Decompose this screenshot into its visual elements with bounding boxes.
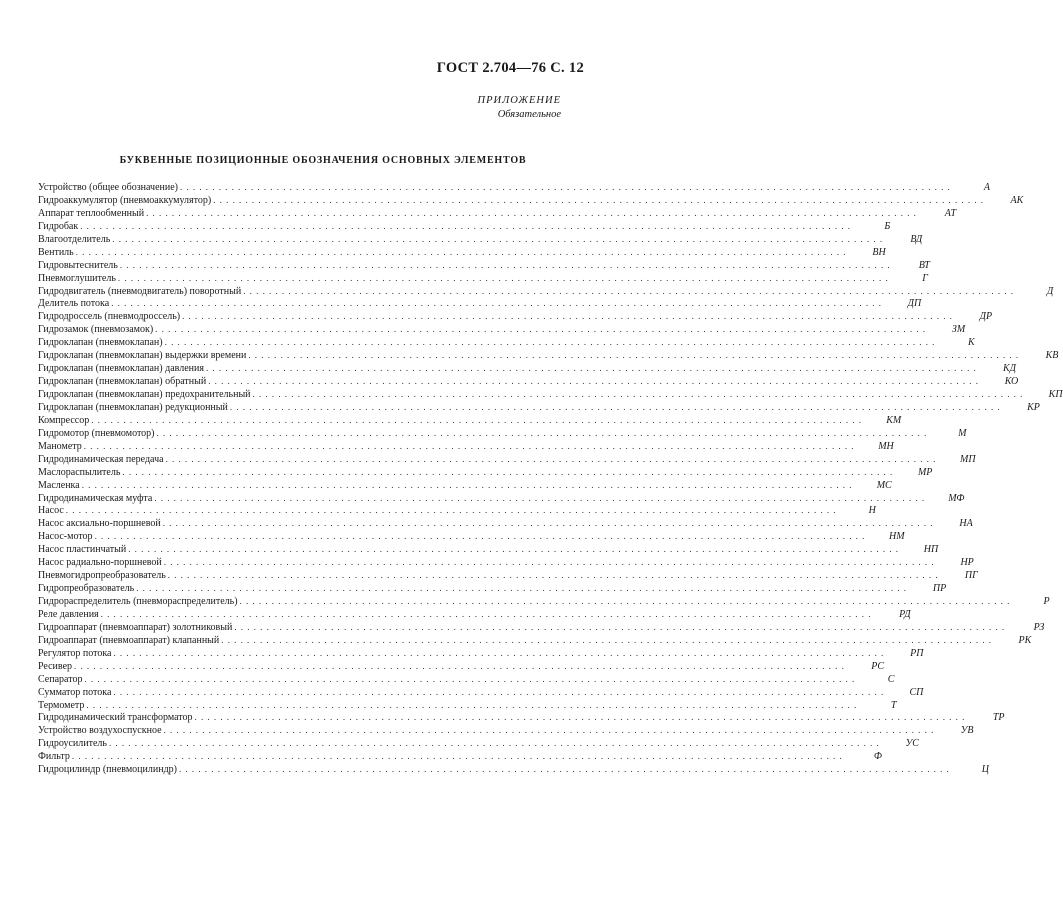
dot-leader: ........................................................................................................................ bbox=[71, 751, 846, 762]
element-name: Насос аксиально-поршневой bbox=[38, 518, 161, 530]
element-name: Маслораспылитель bbox=[38, 466, 121, 478]
appendix-label-block bbox=[478, 94, 562, 122]
dot-leader: ........................................................................................................................ bbox=[112, 233, 887, 244]
element-code: ДР bbox=[979, 311, 993, 323]
dot-leader: ........................................................................................................................ bbox=[65, 505, 840, 516]
list-item bbox=[38, 582, 947, 595]
element-code: Ф bbox=[873, 751, 882, 763]
dot-leader: ........................................................................................................................ bbox=[182, 311, 957, 322]
element-name: Гидроклапан (пневмоклапан) предохранительный bbox=[38, 389, 251, 400]
list-item bbox=[38, 323, 966, 336]
element-code: МП bbox=[960, 453, 976, 465]
dot-leader: ........................................................................................................................ bbox=[167, 570, 942, 581]
list-item bbox=[38, 285, 1054, 298]
element-code: КО bbox=[1004, 376, 1019, 388]
list-item bbox=[38, 530, 905, 543]
list-item bbox=[38, 699, 897, 712]
list-item bbox=[38, 207, 957, 220]
list-item bbox=[38, 272, 928, 285]
element-name: Гидроаккумулятор (пневмоаккумулятор) bbox=[38, 194, 212, 206]
element-name: Гидроаппарат (пневмоаппарат) клапанный bbox=[38, 634, 220, 646]
element-name: Фильтр bbox=[38, 751, 70, 763]
list-item bbox=[38, 750, 882, 763]
dot-leader: ........................................................................................................................ bbox=[213, 194, 988, 205]
element-code: А bbox=[983, 182, 990, 193]
element-code: МР bbox=[917, 466, 933, 478]
dot-leader: ........................................................................................................................ bbox=[86, 699, 861, 710]
list-item bbox=[38, 453, 976, 466]
element-name: Гидромотор (пневмомотор) bbox=[38, 427, 155, 439]
element-code: ВД bbox=[910, 233, 923, 245]
dot-leader: ........................................................................................................................ bbox=[205, 363, 980, 374]
element-code: ВН bbox=[872, 246, 886, 258]
element-code: МН bbox=[878, 440, 894, 452]
list-item bbox=[38, 375, 1019, 388]
list-item bbox=[38, 595, 1050, 608]
dot-leader: ........................................................................................................................ bbox=[91, 414, 866, 425]
dot-leader: ........................................................................................................................ bbox=[80, 220, 855, 231]
element-name: Гидроаппарат (пневмоаппарат) золотниковый bbox=[38, 621, 233, 633]
element-name: Насос радиально-поршневой bbox=[38, 557, 162, 569]
list-item bbox=[38, 517, 973, 530]
dot-leader: ........................................................................................................................ bbox=[162, 518, 937, 529]
list-item bbox=[38, 479, 892, 492]
list-item bbox=[38, 336, 975, 349]
list-item bbox=[38, 569, 978, 582]
element-name: Насос пластинчатый bbox=[38, 544, 127, 556]
list-item bbox=[38, 660, 885, 673]
dot-leader: ........................................................................................................................ bbox=[84, 673, 859, 684]
element-name: Аппарат теплообменный bbox=[38, 207, 145, 219]
page-header-reference: ГОСТ 2.704—76 С. 12 bbox=[436, 60, 584, 76]
dot-leader: ........................................................................................................................ bbox=[180, 182, 954, 192]
element-code: АК bbox=[1010, 194, 1024, 206]
list-item bbox=[38, 466, 933, 479]
element-code: РК bbox=[1018, 634, 1032, 646]
dot-leader: ........................................................................................................................ bbox=[108, 738, 883, 749]
element-name: Насос bbox=[38, 505, 64, 517]
dot-leader: ........................................................................................................................ bbox=[113, 686, 888, 697]
element-name: Гидрозамок (пневмозамок) bbox=[38, 324, 154, 336]
element-name: Масленка bbox=[38, 479, 80, 491]
element-name: Сепаратор bbox=[38, 673, 83, 685]
element-code: КР bbox=[1027, 401, 1040, 413]
element-code: СП bbox=[909, 686, 924, 698]
list-item bbox=[38, 246, 886, 259]
element-name: Пневмогидропреобразователь bbox=[38, 570, 166, 582]
dot-leader: ........................................................................................................................ bbox=[155, 324, 930, 335]
element-code: МС bbox=[876, 479, 892, 491]
element-name: Делитель потока bbox=[38, 298, 110, 310]
element-name: Гидродинамическая передача bbox=[38, 453, 164, 465]
list-item bbox=[38, 388, 1063, 401]
element-code: Н bbox=[868, 505, 876, 517]
element-name: Гидроклапан (пневмоклапан) выдержки времени bbox=[38, 350, 247, 362]
element-code: НМ bbox=[889, 531, 905, 543]
dot-leader: ........................................................................................................................ bbox=[128, 544, 903, 555]
element-code: РД bbox=[899, 608, 911, 620]
element-code: Г bbox=[922, 272, 928, 284]
element-code: Д bbox=[1046, 285, 1054, 297]
list-item bbox=[38, 297, 922, 310]
dot-leader: ........................................................................................................................ bbox=[146, 207, 921, 218]
dot-leader: ........................................................................................................................ bbox=[163, 557, 938, 568]
appendix-status: Обязательное bbox=[497, 109, 561, 120]
element-name: Гидродинамическая муфта bbox=[38, 492, 153, 504]
list-item bbox=[38, 647, 924, 660]
dot-leader: ........................................................................................................................ bbox=[221, 634, 996, 645]
element-name: Влагоотделитель bbox=[38, 233, 111, 245]
element-name: Гидроклапан (пневмоклапан) обратный bbox=[38, 376, 207, 388]
element-name: Насос-мотор bbox=[38, 531, 93, 543]
list-item bbox=[38, 401, 1040, 414]
dot-leader: ........................................................................................................................ bbox=[119, 259, 894, 270]
element-code: К bbox=[967, 337, 975, 349]
list-item bbox=[38, 556, 974, 569]
dot-leader: ........................................................................................................................ bbox=[164, 337, 939, 348]
dot-leader: ........................................................................................................................ bbox=[243, 285, 1018, 296]
list-item bbox=[38, 181, 990, 194]
element-code: ТР bbox=[992, 712, 1005, 724]
element-code: МФ bbox=[948, 492, 965, 504]
list-item bbox=[38, 194, 1024, 207]
dot-leader: ........................................................................................................................ bbox=[239, 596, 1014, 606]
list-item bbox=[38, 259, 930, 272]
element-name: Гидродинамический трансформатор bbox=[38, 712, 193, 724]
element-name: Гидроклапан (пневмоклапан) редукционный bbox=[38, 401, 228, 413]
dot-leader: ........................................................................................................................ bbox=[163, 725, 938, 736]
element-name: Компрессор bbox=[38, 414, 90, 426]
list-item bbox=[38, 673, 895, 686]
dot-leader: ........................................................................................................................ bbox=[229, 401, 1004, 412]
element-code: ДП bbox=[907, 298, 922, 310]
element-code: УС bbox=[905, 738, 919, 750]
element-name: Пневмоглушитель bbox=[38, 272, 116, 284]
element-name: Гидродроссель (пневмодроссель) bbox=[38, 311, 181, 323]
element-name: Гидроклапан (пневмоклапан) давления bbox=[38, 363, 204, 375]
list-item bbox=[38, 608, 911, 621]
element-name: Манометр bbox=[38, 440, 82, 452]
list-item bbox=[38, 362, 1016, 375]
list-item bbox=[38, 737, 919, 750]
dot-leader: ........................................................................................................................ bbox=[194, 712, 969, 723]
element-code: ПГ bbox=[964, 570, 978, 582]
element-code: ПР bbox=[932, 583, 947, 595]
list-item bbox=[38, 414, 902, 427]
element-name: Гидроцилиндр (пневмоцилиндр) bbox=[38, 764, 177, 776]
element-code: РС bbox=[871, 660, 885, 672]
element-code: КМ bbox=[886, 414, 902, 426]
list-item bbox=[38, 427, 967, 440]
list-item bbox=[38, 763, 989, 776]
element-name: Гидрораспределитель (пневмораспределитель) bbox=[38, 596, 238, 607]
dot-leader: ........................................................................................................................ bbox=[83, 440, 858, 451]
element-name: Гидропреобразователь bbox=[38, 583, 135, 595]
list-item bbox=[38, 349, 1059, 362]
list-item bbox=[38, 492, 965, 505]
dot-leader: ........................................................................................................................ bbox=[111, 298, 886, 309]
dot-leader: ........................................................................................................................ bbox=[179, 764, 953, 775]
dot-leader: ........................................................................................................................ bbox=[100, 608, 875, 619]
dot-leader: ........................................................................................................................ bbox=[208, 376, 983, 387]
element-name: Гидродвигатель (пневмодвигатель) поворотный bbox=[38, 285, 242, 297]
element-code: РП bbox=[910, 647, 924, 659]
element-code: Р bbox=[1043, 596, 1050, 607]
list-item bbox=[38, 440, 894, 453]
element-code: М bbox=[958, 427, 967, 439]
element-code: КВ bbox=[1045, 350, 1059, 362]
element-name: Ресивер bbox=[38, 660, 73, 672]
list-item bbox=[38, 310, 993, 323]
dot-leader: ........................................................................................................................ bbox=[81, 479, 856, 490]
element-code: С bbox=[887, 673, 895, 685]
element-code: РЗ bbox=[1033, 621, 1045, 633]
dot-leader: ........................................................................................................................ bbox=[252, 389, 1027, 399]
element-code: УВ bbox=[960, 725, 974, 737]
element-code: НР bbox=[960, 557, 974, 569]
list-item bbox=[38, 724, 974, 737]
list-item bbox=[38, 543, 939, 556]
dot-leader: ........................................................................................................................ bbox=[234, 621, 1009, 632]
list-item bbox=[38, 711, 1005, 724]
dot-leader: ........................................................................................................................ bbox=[94, 531, 869, 542]
dot-leader: ........................................................................................................................ bbox=[122, 466, 897, 477]
element-name: Термометр bbox=[38, 699, 85, 711]
dot-leader: ........................................................................................................................ bbox=[165, 453, 940, 464]
element-name: Гидроусилитель bbox=[38, 738, 107, 750]
element-name: Сумматор потока bbox=[38, 686, 112, 698]
element-name: Гидроклапан (пневмоклапан) bbox=[38, 337, 163, 349]
dot-leader: ........................................................................................................................ bbox=[74, 660, 849, 671]
element-name: Реле давления bbox=[38, 608, 99, 620]
element-code: Ц bbox=[981, 764, 989, 776]
dot-leader: ........................................................................................................................ bbox=[154, 492, 929, 503]
element-code: НП bbox=[923, 544, 939, 556]
element-code: АТ bbox=[944, 207, 957, 219]
element-name: Вентиль bbox=[38, 246, 74, 258]
element-name: Устройство (общее обозначение) bbox=[38, 182, 178, 193]
list-item bbox=[38, 634, 1032, 647]
element-code: НА bbox=[959, 518, 973, 530]
element-code: КД bbox=[1002, 363, 1016, 375]
element-code: КП bbox=[1048, 389, 1063, 400]
element-code: Т bbox=[890, 699, 897, 711]
list-item bbox=[38, 686, 924, 699]
list-item bbox=[38, 504, 876, 517]
list-item bbox=[38, 220, 891, 233]
dot-leader: ........................................................................................................................ bbox=[136, 583, 911, 594]
list-item bbox=[38, 621, 1045, 634]
dot-leader: ........................................................................................................................ bbox=[117, 272, 892, 283]
list-item bbox=[38, 233, 923, 246]
dot-leader: ........................................................................................................................ bbox=[113, 647, 888, 658]
element-code: Б bbox=[884, 220, 891, 232]
element-name: Регулятор потока bbox=[38, 647, 112, 659]
section-title: БУКВЕННЫЕ ПОЗИЦИОННЫЕ ОБОЗНАЧЕНИЯ ОСНОВНЫХ ЭЛЕМЕНТОВ bbox=[119, 155, 527, 166]
element-name: Гидровытеснитель bbox=[38, 259, 118, 271]
element-name: Гидробак bbox=[38, 220, 79, 232]
dot-leader: ........................................................................................................................ bbox=[156, 427, 931, 438]
element-code: ЗМ bbox=[951, 324, 966, 336]
designation-list bbox=[38, 181, 1063, 776]
element-code: ВТ bbox=[918, 259, 930, 271]
appendix-label: ПРИЛОЖЕНИЕ bbox=[477, 95, 561, 106]
dot-leader: ........................................................................................................................ bbox=[75, 246, 850, 257]
element-name: Устройство воздухоспускное bbox=[38, 725, 162, 737]
dot-leader: ........................................................................................................................ bbox=[248, 350, 1023, 361]
